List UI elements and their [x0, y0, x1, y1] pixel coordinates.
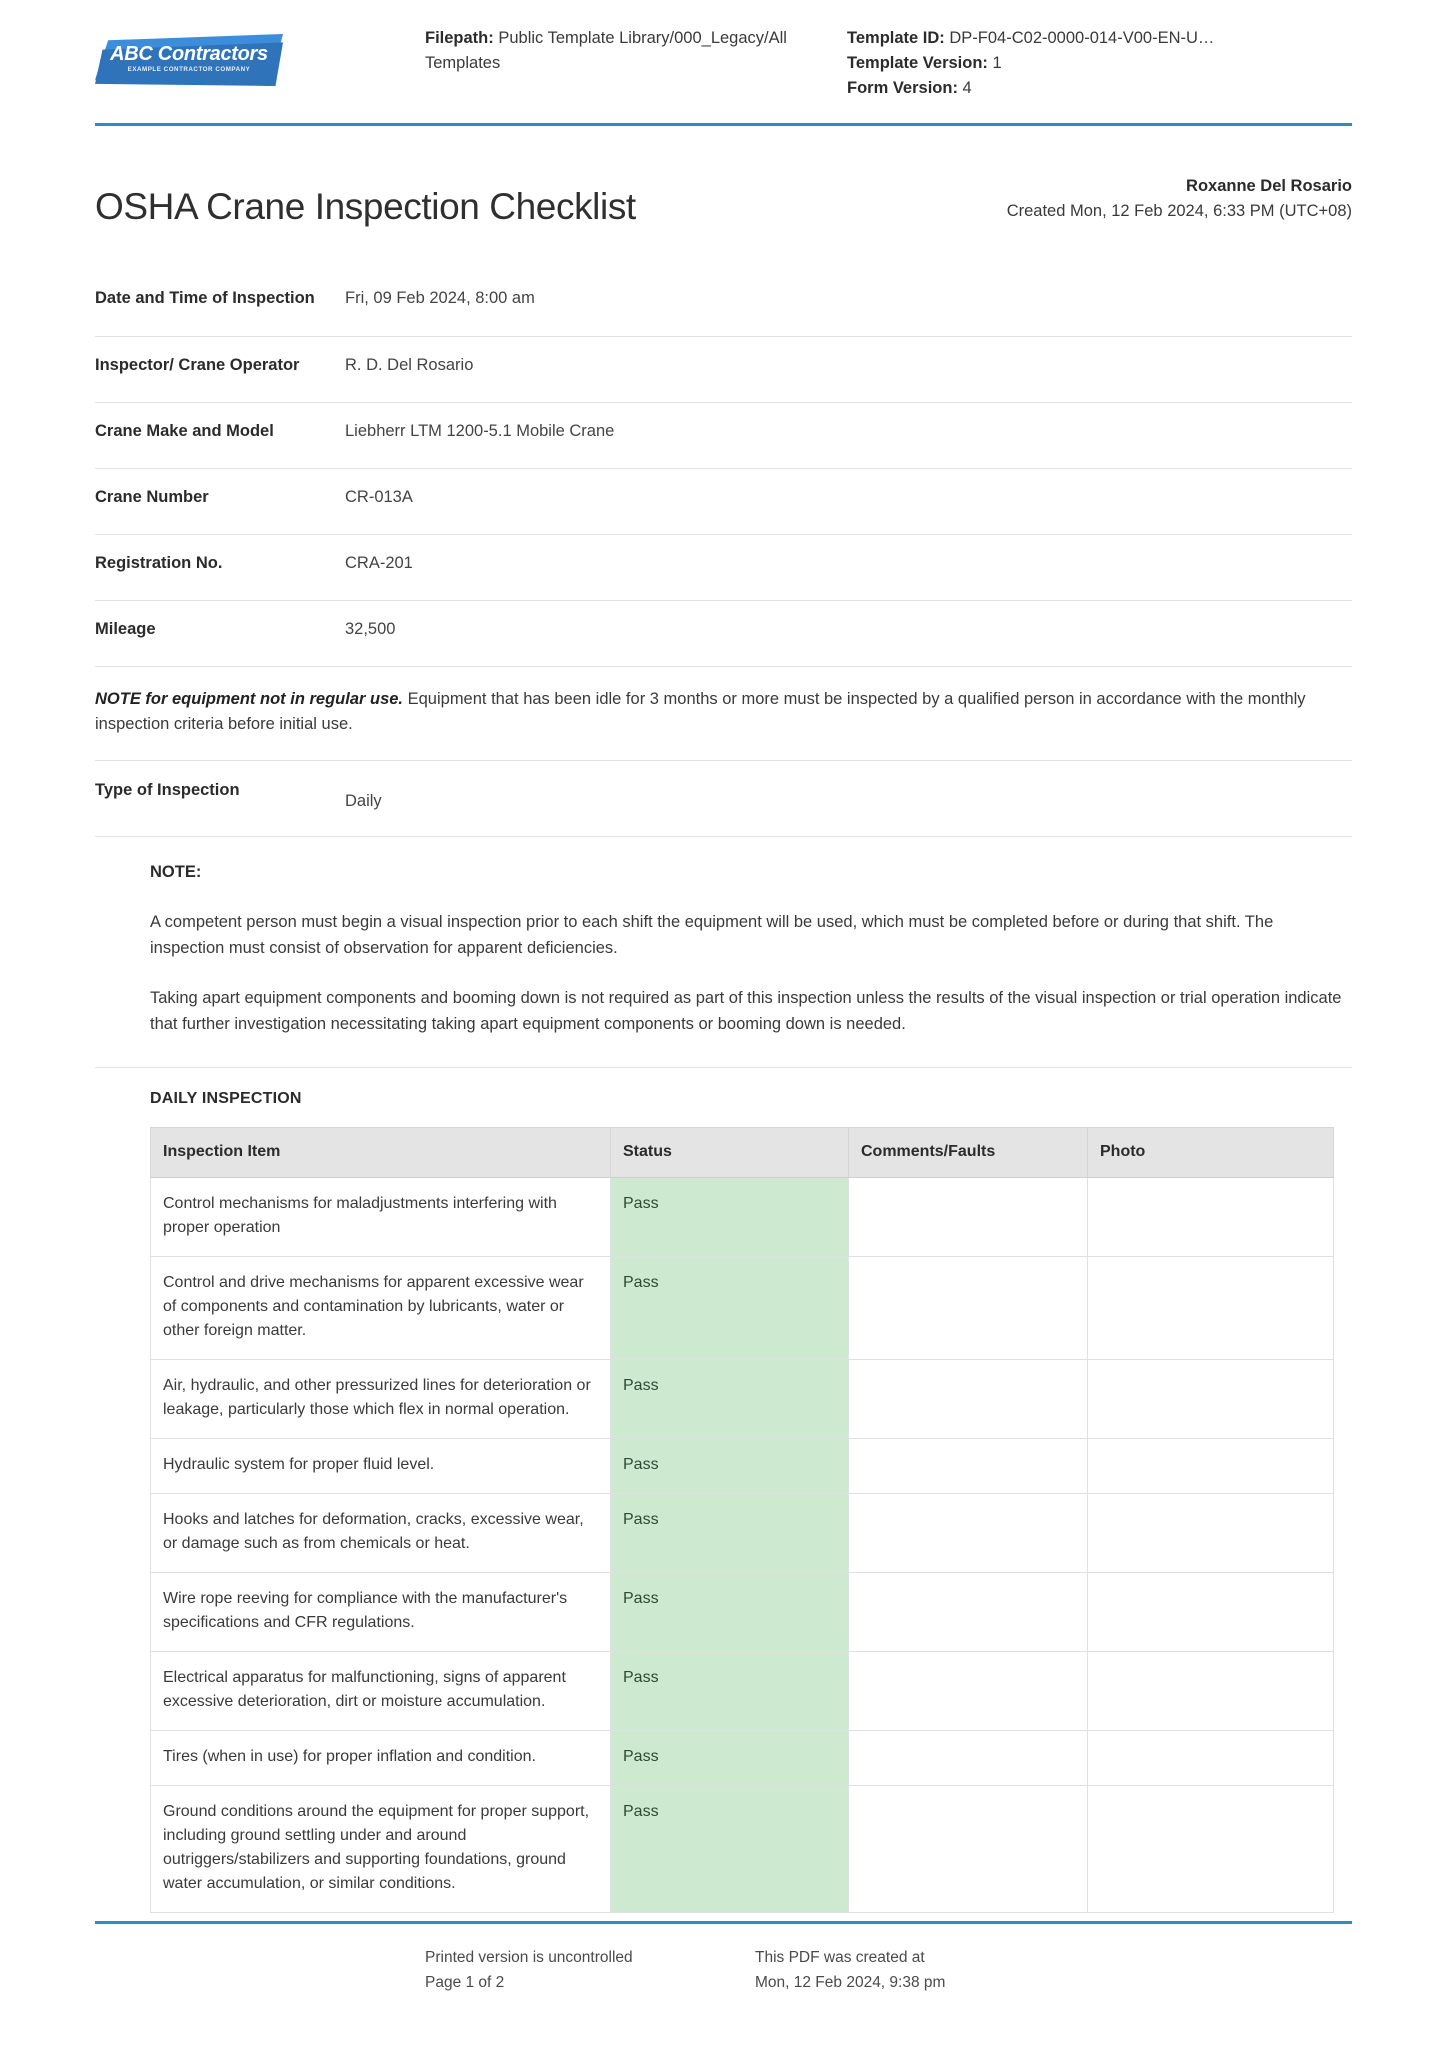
- table-row: [151, 1786, 1334, 1913]
- field-label: Date and Time of Inspection: [95, 288, 315, 307]
- field-value: 32,500: [345, 619, 396, 638]
- status-badge[interactable]: Pass: [611, 1178, 849, 1257]
- filepath-line: [425, 26, 807, 76]
- field-value: CR-013A: [345, 487, 413, 506]
- footer-pdf-created-value: Mon, 12 Feb 2024, 9:38 pm: [755, 1974, 946, 1992]
- field-row-date-time: [95, 270, 1352, 336]
- cell-inspection-item: Tires (when in use) for proper inflation and condition.: [151, 1731, 611, 1786]
- filepath-value: Public Template Library/000_Legacy/All Templates: [425, 29, 787, 73]
- table-row: [151, 1494, 1334, 1573]
- document-footer: [95, 1921, 1352, 1996]
- status-badge[interactable]: Pass: [611, 1494, 849, 1573]
- field-label: Crane Make and Model: [95, 421, 274, 440]
- note-section: [95, 836, 1352, 1037]
- company-logo: [95, 34, 283, 86]
- table-head: [151, 1128, 1334, 1178]
- field-value: R. D. Del Rosario: [345, 355, 474, 374]
- status-badge[interactable]: Pass: [611, 1573, 849, 1652]
- field-label: Inspector/ Crane Operator: [95, 355, 300, 374]
- footer-uncontrolled-text: Printed version is uncontrolled: [425, 1949, 633, 1967]
- table-row: [151, 1652, 1334, 1731]
- field-row-registration: [95, 534, 1352, 600]
- cell-photo[interactable]: [1088, 1360, 1334, 1439]
- footer-page-number: Page 1 of 2: [425, 1974, 505, 1992]
- footer-left-block: [425, 1946, 755, 1996]
- cell-comments[interactable]: [849, 1731, 1088, 1786]
- cell-photo[interactable]: [1088, 1652, 1334, 1731]
- table-row: [151, 1178, 1334, 1257]
- footer-divider: [95, 1921, 1352, 1924]
- table-body: [151, 1178, 1334, 1913]
- cell-comments[interactable]: [849, 1257, 1088, 1360]
- footer-columns: [95, 1946, 1352, 1996]
- created-timestamp: Created Mon, 12 Feb 2024, 6:33 PM (UTC+08): [1006, 201, 1352, 220]
- equipment-note: [95, 666, 1352, 760]
- cell-photo[interactable]: [1088, 1573, 1334, 1652]
- form-version-label: Form Version:: [847, 79, 958, 98]
- template-id-value: DP-F04-C02-0000-014-V00-EN-U…: [949, 29, 1215, 47]
- cell-inspection-item: Electrical apparatus for malfunctioning, signs of apparent excessive deterioration, dirt or moisture accumulation.: [151, 1652, 611, 1731]
- footer-spacer: [95, 1946, 425, 1996]
- cell-photo[interactable]: [1088, 1178, 1334, 1257]
- column-header-status: Status: [611, 1128, 849, 1178]
- logo-company-name: ABC Contractors: [110, 43, 268, 65]
- template-version-label: Template Version:: [847, 54, 988, 73]
- status-badge[interactable]: Pass: [611, 1439, 849, 1494]
- column-header-photo: Photo: [1088, 1128, 1334, 1178]
- cell-comments[interactable]: [849, 1360, 1088, 1439]
- cell-photo[interactable]: [1088, 1731, 1334, 1786]
- table-row: [151, 1360, 1334, 1439]
- cell-photo[interactable]: [1088, 1257, 1334, 1360]
- table-row: [151, 1731, 1334, 1786]
- field-value: CRA-201: [345, 553, 413, 572]
- field-value: Fri, 09 Feb 2024, 8:00 am: [345, 288, 535, 307]
- field-value: Liebherr LTM 1200-5.1 Mobile Crane: [345, 421, 615, 440]
- cell-comments[interactable]: [849, 1652, 1088, 1731]
- document-header: [95, 0, 1352, 101]
- field-row-mileage: [95, 600, 1352, 666]
- page-title: OSHA Crane Inspection Checklist: [95, 186, 636, 228]
- daily-inspection-table: [150, 1127, 1334, 1913]
- note-paragraph-1: A competent person must begin a visual inspection prior to each shift the equipment will be used, which must be completed before or during that shift. The inspection must consist of observation for apparent deficiencies.: [150, 912, 1274, 957]
- status-badge[interactable]: Pass: [611, 1360, 849, 1439]
- field-label: Registration No.: [95, 553, 223, 572]
- filepath-label: Filepath:: [425, 29, 494, 47]
- field-label: Crane Number: [95, 487, 209, 506]
- table-row: [151, 1439, 1334, 1494]
- cell-inspection-item: Hydraulic system for proper fluid level.: [151, 1439, 611, 1494]
- footer-pdf-created-label: This PDF was created at: [755, 1949, 925, 1967]
- template-id-line: [847, 26, 1352, 51]
- title-row: [95, 126, 1352, 238]
- template-version-line: [847, 51, 1352, 76]
- status-badge[interactable]: Pass: [611, 1257, 849, 1360]
- daily-inspection-section: [95, 1067, 1352, 1913]
- type-of-inspection-value: Daily: [345, 791, 382, 810]
- cell-comments[interactable]: [849, 1573, 1088, 1652]
- form-version-value: 4: [962, 79, 972, 98]
- cell-comments[interactable]: [849, 1178, 1088, 1257]
- table-row: [151, 1573, 1334, 1652]
- template-version-value: 1: [992, 54, 1002, 73]
- cell-inspection-item: Ground conditions around the equipment for proper support, including ground settling under and around outriggers/stabilizers and supporting foundations, ground water accumulation, or similar conditions.: [151, 1786, 611, 1913]
- field-label: Mileage: [95, 619, 156, 638]
- equipment-note-body: Equipment that has been idle for 3 months or more must be inspected by a qualified person in accordance with the monthly inspection criteria before initial use.: [95, 689, 1306, 734]
- logo-tagline: EXAMPLE CONTRACTOR COMPANY: [127, 66, 251, 73]
- note-paragraph-2: Taking apart equipment components and booming down is not required as part of this inspection unless the results of the visual inspection or trial operation indicate that further investigation necessitating taking apart equipment components or booming down is needed.: [150, 988, 1342, 1033]
- template-info-block: [847, 26, 1352, 101]
- cell-photo[interactable]: [1088, 1439, 1334, 1494]
- cell-photo[interactable]: [1088, 1786, 1334, 1913]
- column-header-comments: Comments/Faults: [849, 1128, 1088, 1178]
- cell-inspection-item: Wire rope reeving for compliance with the manufacturer's specifications and CFR regulations.: [151, 1573, 611, 1652]
- equipment-note-lead: NOTE for equipment not in regular use.: [95, 689, 404, 708]
- table-row: [151, 1257, 1334, 1360]
- form-version-line: [847, 76, 1352, 101]
- created-by-block: [1007, 174, 1352, 228]
- note-heading: NOTE:: [150, 862, 202, 881]
- column-header-inspection-item: Inspection Item: [151, 1128, 611, 1178]
- footer-right-block: [755, 1946, 1352, 1996]
- cell-comments[interactable]: [849, 1786, 1088, 1913]
- field-row-make-model: [95, 402, 1352, 468]
- status-badge[interactable]: Pass: [611, 1731, 849, 1786]
- field-row-inspector: [95, 336, 1352, 402]
- cell-photo[interactable]: [1088, 1494, 1334, 1573]
- field-row-crane-number: [95, 468, 1352, 534]
- cell-inspection-item: Hooks and latches for deformation, cracks, excessive wear, or damage such as from chemicals or heat.: [151, 1494, 611, 1573]
- daily-inspection-label: DAILY INSPECTION: [150, 1090, 302, 1108]
- status-badge[interactable]: Pass: [611, 1786, 849, 1913]
- author-name: Roxanne Del Rosario: [1186, 177, 1352, 196]
- cell-inspection-item: Control and drive mechanisms for apparent excessive wear of components and contamination by lubricants, water or other foreign matter.: [151, 1257, 611, 1360]
- template-id-label: Template ID:: [847, 29, 945, 47]
- cell-comments[interactable]: [849, 1439, 1088, 1494]
- cell-comments[interactable]: [849, 1494, 1088, 1573]
- inspection-details-fields: [95, 270, 1352, 666]
- logo-column: [95, 26, 425, 86]
- filepath-block: [425, 26, 807, 101]
- field-row-type-of-inspection: [95, 760, 1352, 836]
- status-badge[interactable]: Pass: [611, 1652, 849, 1731]
- header-metadata: [425, 26, 1352, 101]
- cell-inspection-item: Control mechanisms for maladjustments interfering with proper operation: [151, 1178, 611, 1257]
- cell-inspection-item: Air, hydraulic, and other pressurized lines for deterioration or leakage, particularly those which flex in normal operation.: [151, 1360, 611, 1439]
- type-of-inspection-label: Type of Inspection: [95, 780, 240, 799]
- table-header-row: [151, 1128, 1334, 1178]
